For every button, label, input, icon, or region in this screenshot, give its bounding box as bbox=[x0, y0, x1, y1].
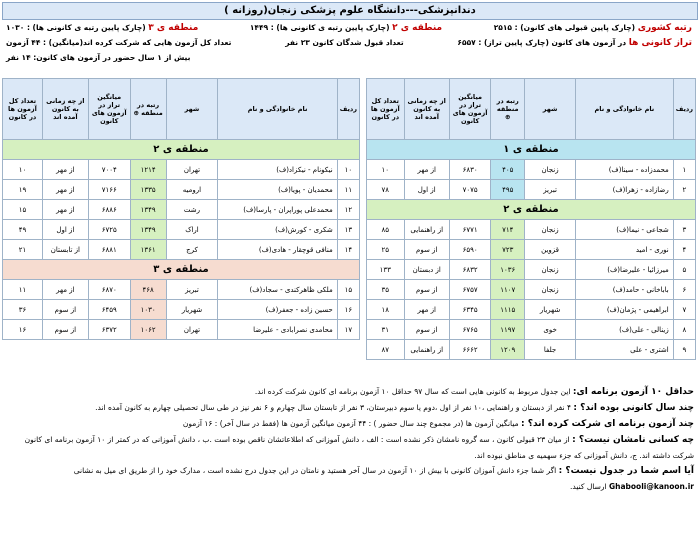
header-name: نام خانوادگی و نام bbox=[218, 79, 337, 140]
table-row bbox=[3, 180, 360, 200]
cell-rank: ۱۰۳۰ bbox=[130, 300, 166, 320]
cell-name: ابراهیمی - پژمان(ف) bbox=[576, 300, 674, 320]
cell-total: ۱۳۳ bbox=[367, 260, 405, 280]
cell-rank: ۱۳۳۵ bbox=[130, 180, 166, 200]
cell-city: تبریز bbox=[166, 280, 218, 300]
cell-rank: ۱۲۱۴ bbox=[130, 160, 166, 180]
cell-rank: ۴۹۵ bbox=[491, 180, 525, 200]
page-title: دندانپزشکی---دانشگاه علوم پزشکی زنجان(روزانه ) bbox=[2, 2, 698, 20]
table-row bbox=[3, 220, 360, 240]
cell-avg: ۶۸۳۰ bbox=[449, 160, 490, 180]
summary-info bbox=[2, 22, 696, 68]
cell-rank: ۱۱۹۷ bbox=[491, 320, 525, 340]
table-row bbox=[367, 320, 696, 340]
cell-city: زنجان bbox=[525, 280, 576, 300]
header-rank: رتبه در منطقه ⊕ bbox=[491, 79, 525, 140]
cell-total: ۱۶ bbox=[3, 320, 43, 340]
cell-total: ۳۱ bbox=[367, 320, 405, 340]
cell-row: ۷ bbox=[673, 300, 695, 320]
cell-avg: ۷۰۷۵ bbox=[449, 180, 490, 200]
cell-since: از اول bbox=[404, 180, 449, 200]
cell-row: ۸ bbox=[673, 320, 695, 340]
table-row bbox=[367, 300, 696, 320]
table-header bbox=[3, 79, 360, 140]
cell-city: شهریار bbox=[525, 300, 576, 320]
rank-country: رتبه کشوری (چارک پایین قبولی های کانون) : ۲۵۱۵ bbox=[493, 23, 692, 33]
cell-total: ۸۷ bbox=[367, 340, 405, 360]
cell-row: ۲ bbox=[673, 180, 695, 200]
cell-rank: ۴۶۸ bbox=[130, 280, 166, 300]
cell-avg: ۶۸۳۲ bbox=[449, 260, 490, 280]
cell-city: شهریار bbox=[166, 300, 218, 320]
cell-since: از مهر bbox=[42, 200, 88, 220]
cell-since: از سوم bbox=[42, 320, 88, 340]
cell-city: زنجان bbox=[525, 220, 576, 240]
cell-total: ۱۸ bbox=[367, 300, 405, 320]
cell-rank: ۴۰۵ bbox=[491, 160, 525, 180]
cell-row: ۹ bbox=[673, 340, 695, 360]
table-row bbox=[3, 280, 360, 300]
cell-row: ۱۵ bbox=[337, 280, 359, 300]
header-since: از چه زمانی به کانون آمده اند bbox=[404, 79, 449, 140]
cell-avg: ۶۷۲۵ bbox=[88, 220, 130, 240]
note-5: آیا اسم شما در جدول نیست؟ : اگر شما جزء دانش آموزان کانونی با بیش از ۱۰ آزمون در سال آخر هستید و نامتان در این جدول درج نشده است ، مدارک خود را از طریق ای میل به نشانی Ghabooli@kanoon.ir ارسال کنید. bbox=[73, 466, 694, 491]
table-row bbox=[367, 280, 696, 300]
cell-rank: ۱۰۶۲ bbox=[130, 320, 166, 340]
cell-name: محامدی نصرابادی - علیرضا bbox=[218, 320, 337, 340]
region-header: منطقه ی ۲ bbox=[3, 140, 360, 160]
cell-row: ۳ bbox=[673, 220, 695, 240]
exam-average: تعداد کل آزمون هایی که شرکت کرده اند(میانگین) : ۴۴ آزمون bbox=[6, 38, 232, 47]
cell-total: ۱۰ bbox=[367, 160, 405, 180]
cell-since: از سوم bbox=[404, 240, 449, 260]
cell-avg: ۶۸۷۰ bbox=[88, 280, 130, 300]
table-header bbox=[367, 79, 696, 140]
cell-name: اشتری - علی bbox=[576, 340, 674, 360]
cell-name: میرزائیا - علیرضا(ف) bbox=[576, 260, 674, 280]
cell-avg: ۶۷۶۵ bbox=[449, 320, 490, 340]
cell-city: زنجان bbox=[525, 260, 576, 280]
cell-rank: ۱۱۱۵ bbox=[491, 300, 525, 320]
cell-total: ۱۰ bbox=[3, 160, 43, 180]
table-row bbox=[3, 300, 360, 320]
cell-since: از دبستان bbox=[404, 260, 449, 280]
table-row bbox=[3, 320, 360, 340]
cell-city: کرج bbox=[166, 240, 218, 260]
cell-since: از راهنمایی bbox=[404, 340, 449, 360]
table-row bbox=[3, 160, 360, 180]
header-row: ردیف bbox=[673, 79, 695, 140]
cell-total: ۱۱ bbox=[3, 280, 43, 300]
cell-name: حسین زاده - جعفر(ف) bbox=[218, 300, 337, 320]
cell-name: محمدعلی پوراپران - پارسا(ف) bbox=[218, 200, 337, 220]
cell-name: نیکونام - نیکزاد(ف) bbox=[218, 160, 337, 180]
cell-row: ۱۳ bbox=[337, 220, 359, 240]
cell-rank: ۱۳۶۱ bbox=[130, 240, 166, 260]
cell-avg: ۷۱۶۶ bbox=[88, 180, 130, 200]
left-results-table bbox=[2, 78, 360, 340]
header-rank: رتبه در منطقه ⊕ bbox=[130, 79, 166, 140]
cell-avg: ۶۷۵۷ bbox=[449, 280, 490, 300]
cell-since: از مهر bbox=[42, 280, 88, 300]
region2-quartile: منطقه ی ۲ (چارک پایین رتبه ی کانونی ها) : ۱۴۴۹ bbox=[249, 23, 443, 33]
header-avg: میانگین تراز در آزمون های کانون bbox=[88, 79, 130, 140]
cell-city: زنجان bbox=[525, 160, 576, 180]
cell-row: ۱۲ bbox=[337, 200, 359, 220]
cell-rank: ۱۲۰۹ bbox=[491, 340, 525, 360]
table-row bbox=[367, 180, 696, 200]
note-2: چند سال کانونی بوده اند؟ : ۴ نفر از دبستان و راهنمایی ،۱۰ نفر از اول ،دوم یا سوم دبیرستان، ۳ نفر از تابستان سال چهارم و ۶ نفر نیز در طی سال تحصیلی چهارم به کانون آمده اند. bbox=[95, 403, 694, 413]
table-row bbox=[367, 340, 696, 360]
cell-rank: ۱۳۴۹ bbox=[130, 200, 166, 220]
table-row bbox=[367, 240, 696, 260]
cell-city: قزوین bbox=[525, 240, 576, 260]
cell-since: از مهر bbox=[42, 180, 88, 200]
notes-section bbox=[2, 384, 694, 494]
cell-row: ۱ bbox=[673, 160, 695, 180]
cell-total: ۸۵ bbox=[367, 220, 405, 240]
cell-name: زینالی - علی(ف) bbox=[576, 320, 674, 340]
cell-since: از راهنمایی bbox=[404, 220, 449, 240]
header-since: از چه زمانی به کانون آمده اند bbox=[42, 79, 88, 140]
cell-rank: ۱۳۴۹ bbox=[130, 220, 166, 240]
cell-city: خوی bbox=[525, 320, 576, 340]
cell-city: رشت bbox=[166, 200, 218, 220]
region-header: منطقه ی ۱ bbox=[367, 140, 696, 160]
cell-name: محمدزاده - سینا(ف) bbox=[576, 160, 674, 180]
cell-total: ۷۸ bbox=[367, 180, 405, 200]
cell-city: اراک bbox=[166, 220, 218, 240]
cell-total: ۱۵ bbox=[3, 200, 43, 220]
cell-total: ۱۹ bbox=[3, 180, 43, 200]
cell-since: از اول bbox=[42, 220, 88, 240]
header-city: شهر bbox=[525, 79, 576, 140]
cell-since: از سوم bbox=[404, 280, 449, 300]
header-row: ردیف bbox=[337, 79, 359, 140]
note-3: چند آزمون برنامه ای شرکت کرده اند؟ : میانگین آزمون ها (در مجموع چند سال حضور ) : ۴۴ آزمون میانگین آزمون ها (فقط در سال آخر) : ۱۶ آزمون bbox=[182, 419, 694, 429]
cell-row: ۱۱ bbox=[337, 180, 359, 200]
header-name: نام خانوادگی و نام bbox=[576, 79, 674, 140]
cell-rank: ۷۲۳ bbox=[491, 240, 525, 260]
cell-row: ۵ bbox=[673, 260, 695, 280]
cell-since: از مهر bbox=[404, 300, 449, 320]
cell-name: نوری - امید bbox=[576, 240, 674, 260]
cell-total: ۲۵ bbox=[367, 240, 405, 260]
cell-name: شجاعی - نیما(ف) bbox=[576, 220, 674, 240]
cell-row: ۱۰ bbox=[337, 160, 359, 180]
cell-name: ملکی ظاهرکندی - سجاد(ف) bbox=[218, 280, 337, 300]
table-row bbox=[367, 260, 696, 280]
cell-rank: ۱۰۳۶ bbox=[491, 260, 525, 280]
cell-avg: ۶۳۷۲ bbox=[88, 320, 130, 340]
cell-row: ۱۴ bbox=[337, 240, 359, 260]
cell-row: ۱۶ bbox=[337, 300, 359, 320]
header-city: شهر bbox=[166, 79, 218, 140]
cell-name: منافی قوچقار - هادی(ف) bbox=[218, 240, 337, 260]
cell-total: ۲۱ bbox=[3, 240, 43, 260]
cell-since: از تابستان bbox=[42, 240, 88, 260]
cell-city: ارومیه bbox=[166, 180, 218, 200]
cell-city: تهران bbox=[166, 320, 218, 340]
table-row bbox=[3, 240, 360, 260]
cell-row: ۶ bbox=[673, 280, 695, 300]
accepted-count: تعداد قبول شدگان کانون ۲۳ نفر bbox=[285, 38, 404, 47]
cell-avg: ۶۸۸۱ bbox=[88, 240, 130, 260]
taraz-info: تراز کانونی ها در آزمون های کانون (چارک پایین تراز) : ۶۵۵۷ bbox=[457, 38, 692, 48]
cell-total: ۴۹ bbox=[3, 220, 43, 240]
region3-quartile: منطقه ی ۳ (چارک پایین رتبه ی کانونی ها) : ۱۰۳۰ bbox=[6, 23, 199, 33]
cell-city: تبریز bbox=[525, 180, 576, 200]
header-total: تعداد کل آزمون ها در کانون bbox=[3, 79, 43, 140]
cell-avg: ۶۵۹۰ bbox=[449, 240, 490, 260]
region-header: منطقه ی ۳ bbox=[3, 260, 360, 280]
cell-name: شکری - کورش(ف) bbox=[218, 220, 337, 240]
header-avg: میانگین تراز در آزمون های کانون bbox=[449, 79, 490, 140]
cell-avg: ۷۰۰۴ bbox=[88, 160, 130, 180]
table-row bbox=[367, 220, 696, 240]
cell-avg: ۶۷۷۱ bbox=[449, 220, 490, 240]
cell-avg: ۶۸۸۶ bbox=[88, 200, 130, 220]
cell-name: محمدیان - پویا(ف) bbox=[218, 180, 337, 200]
cell-name: باباخانی - حامد(ف) bbox=[576, 280, 674, 300]
cell-since: از مهر bbox=[404, 160, 449, 180]
email-link[interactable]: Ghabooli@kanoon.ir bbox=[608, 482, 694, 491]
over-one-year: بیش از ۱ سال حضور در آزمون های کانون: ۱۴ نفر bbox=[6, 53, 191, 62]
cell-city: جلفا bbox=[525, 340, 576, 360]
cell-since: از مهر bbox=[42, 160, 88, 180]
note-1: حداقل ۱۰ آزمون برنامه ای: این جدول مربوط به کانونی هایی است که سال ۹۷ حداقل ۱۰ آزمون برنامه ای کانون شرکت کرده اند. bbox=[254, 387, 694, 397]
cell-since: از سوم bbox=[42, 300, 88, 320]
cell-avg: ۶۶۶۲ bbox=[449, 340, 490, 360]
cell-rank: ۱۱۰۷ bbox=[491, 280, 525, 300]
cell-rank: ۷۱۴ bbox=[491, 220, 525, 240]
cell-avg: ۶۴۵۹ bbox=[88, 300, 130, 320]
cell-row: ۱۷ bbox=[337, 320, 359, 340]
right-results-table bbox=[366, 78, 696, 360]
table-row bbox=[3, 200, 360, 220]
cell-city: تهران bbox=[166, 160, 218, 180]
cell-since: از سوم bbox=[404, 320, 449, 340]
note-4: چه کسانی نامشان نیست؟ : از میان ۲۳ قبولی کانون ، سه گروه نامشان ذکر نشده است : الف ، دانش آموزانی که اطلاعاتشان ناقص بوده است .ب ، دانش آموزانی که در کمتر از ۱۰ آزمون برنامه ای کانون شرکت داشته اند. ج، دانش آموزانی که جزء سهمیه ی مناطق نبوده اند. bbox=[24, 435, 694, 460]
region-header: منطقه ی ۲ bbox=[367, 200, 696, 220]
cell-name: رضازاده - زهرا(ف) bbox=[576, 180, 674, 200]
cell-avg: ۶۳۴۵ bbox=[449, 300, 490, 320]
cell-total: ۳۵ bbox=[367, 280, 405, 300]
table-row bbox=[367, 160, 696, 180]
cell-total: ۳۶ bbox=[3, 300, 43, 320]
header-total: تعداد کل آزمون ها در کانون bbox=[367, 79, 405, 140]
cell-row: ۴ bbox=[673, 240, 695, 260]
